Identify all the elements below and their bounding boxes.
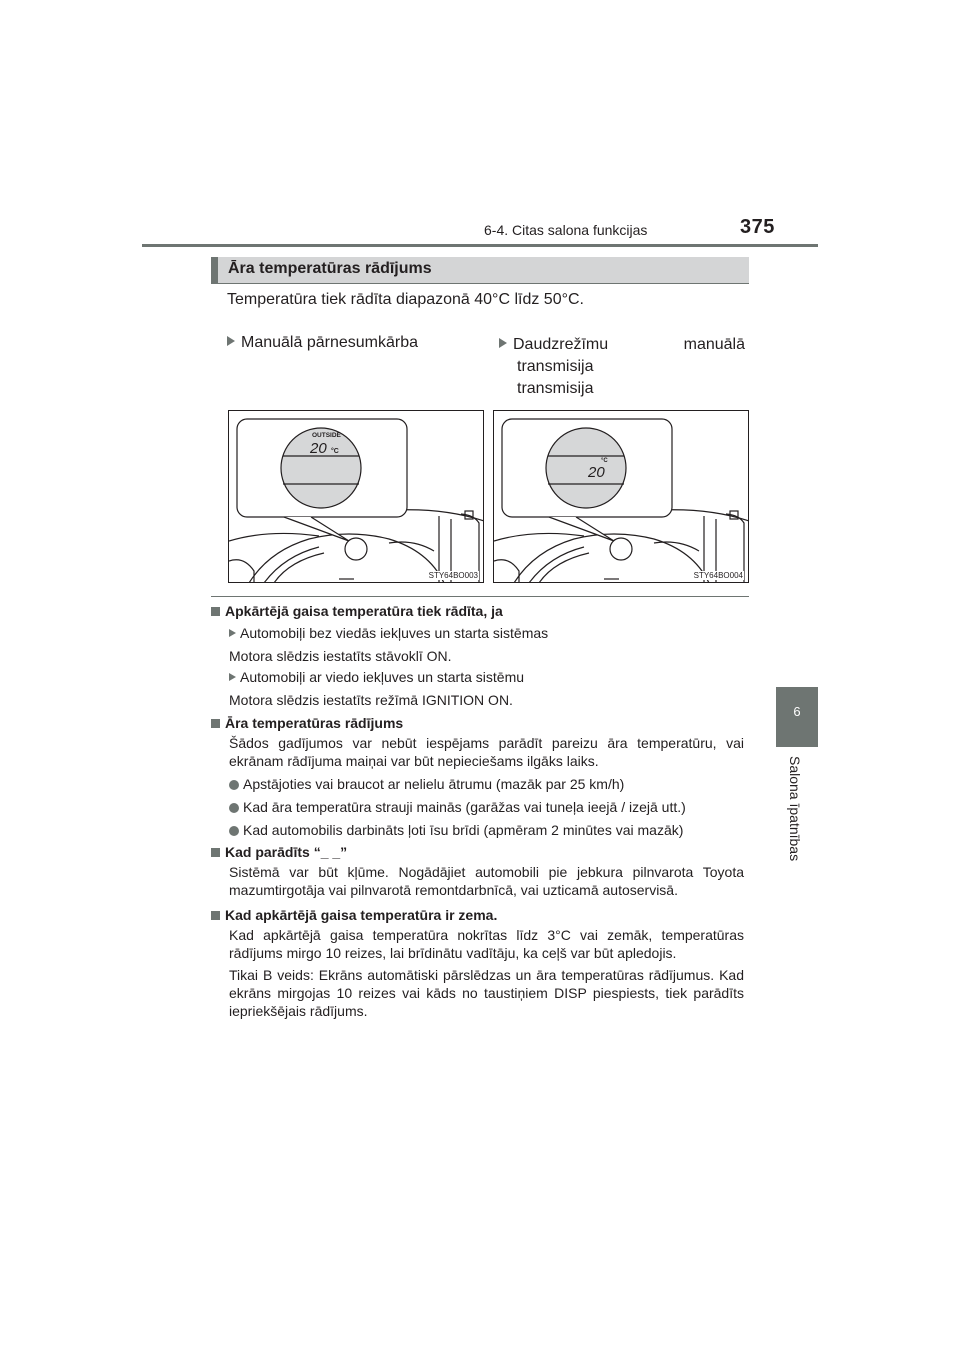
sub-condition-text: Automobiļi bez viedās iekļuves un starta sistēmas [240, 625, 549, 641]
figure-code: STY64BO003 [428, 571, 478, 580]
paragraph: Kad apkārtējā gaisa temperatūra nokrītas līdz 3°C vai zemāk, temperatūras rādījums mirgo 10 reizes, lai brīdinātu vadītāju, ka ceļš var būt apledojis. [229, 927, 744, 961]
bullet-text: Kad āra temperatūra strauji mainās (garāžas vai tuneļa ieejā / izejā utt.) [243, 799, 686, 815]
display-value-right: 20 [588, 464, 605, 481]
chapter-label: Salona īpatnības [787, 756, 803, 862]
paragraph: Motora slēdzis iestatīts stāvoklī ON. [229, 648, 452, 664]
figure-multimode-transmission [493, 410, 749, 583]
triangle-bullet-icon [229, 629, 236, 637]
dot-bullet-icon [229, 803, 239, 813]
sub-condition [229, 668, 524, 686]
variant-right-line2: transmisija [517, 358, 594, 375]
square-bullet-icon [211, 607, 220, 616]
triangle-bullet-icon [227, 336, 235, 346]
bullet-item [229, 798, 686, 816]
display-unit-right: °C [601, 458, 608, 464]
sub-condition-text: Automobiļi ar viedo iekļuves un starta sistēmu [240, 669, 525, 685]
block-title [211, 602, 503, 620]
dashboard-illustration-icon [229, 411, 484, 583]
figure-manual-transmission [228, 410, 484, 583]
section-heading [211, 257, 749, 283]
chapter-tab: 6 [776, 687, 818, 747]
display-label-left: OUTSIDE [312, 432, 341, 439]
block-title [211, 714, 403, 732]
dashboard-illustration-icon [494, 411, 749, 583]
display-value-left: 20 [310, 440, 327, 457]
bullet-item [229, 775, 624, 793]
paragraph: Tikai B veids: Ekrāns automātiski pārslēdzas un āra temperatūras rādījumus. Kad ekrāns mirgojas 10 reizes vai kāds no taustiņiem DISP piespiests, tiek parādīts iepriekšējais rādījums. [229, 967, 744, 1019]
dot-bullet-icon [229, 826, 239, 836]
intro-text: Temperatūra tiek rādīta diapazonā 40°C līdz 50°C. [227, 291, 584, 308]
bullet-item [229, 821, 683, 839]
block-title-text: Kad apkārtējā gaisa temperatūra ir zema. [225, 907, 498, 923]
block-title [211, 906, 497, 924]
bullet-text: Kad automobilis darbināts ļoti īsu brīdi (apmēram 2 minūtes vai mazāk) [243, 822, 684, 838]
variant-right-line3: transmisija [517, 380, 594, 397]
variant-left-text: Manuālā pārnesumkārba [241, 334, 418, 351]
sub-condition [229, 624, 548, 642]
square-bullet-icon [211, 719, 220, 728]
figure-code: STY64BO004 [693, 571, 743, 580]
block-title-text: Kad parādīts “_ _” [225, 844, 348, 860]
triangle-bullet-icon [499, 338, 507, 348]
paragraph: Motora slēdzis iestatīts režīmā IGNITION ON. [229, 692, 513, 708]
bullet-text: Apstājoties vai braucot ar nelielu ātrumu (mazāk par 25 km/h) [243, 776, 625, 792]
block-title-text: Apkārtējā gaisa temperatūra tiek rādīta, ja [225, 603, 503, 619]
square-bullet-icon [211, 848, 220, 857]
running-header-section: 6-4. Citas salona funkcijas [484, 222, 648, 238]
heading-underline [211, 283, 749, 284]
section-divider [211, 596, 749, 597]
paragraph: Sistēmā var būt kļūme. Nogādājiet automobili pie jebkura pilnvarota Toyota mazumtirgotāja vai pilnvarotā remontdarbnīcā, vai uzticamā autoservisā. [229, 864, 744, 898]
dot-bullet-icon [229, 780, 239, 790]
variant-right-word1: Daudzrežīmu [513, 336, 609, 353]
block-title-text: Āra temperatūras rādījums [225, 715, 404, 731]
page-number: 375 [740, 216, 775, 238]
section-heading-text: Āra temperatūras rādījums [228, 260, 432, 277]
variant-label-left [227, 334, 418, 352]
triangle-bullet-icon [229, 673, 236, 681]
square-bullet-icon [211, 911, 220, 920]
paragraph: Šādos gadījumos var nebūt iespējams parādīt pareizu āra temperatūru, vai ekrānam rādījuma maiņai var būt nepieciešams ilgāks laiks. [229, 735, 744, 769]
display-unit-left: °C [331, 448, 339, 455]
block-title [211, 843, 347, 861]
header-rule [142, 244, 818, 247]
variant-label-right [499, 334, 745, 400]
variant-right-word2: manuālā [683, 336, 745, 353]
